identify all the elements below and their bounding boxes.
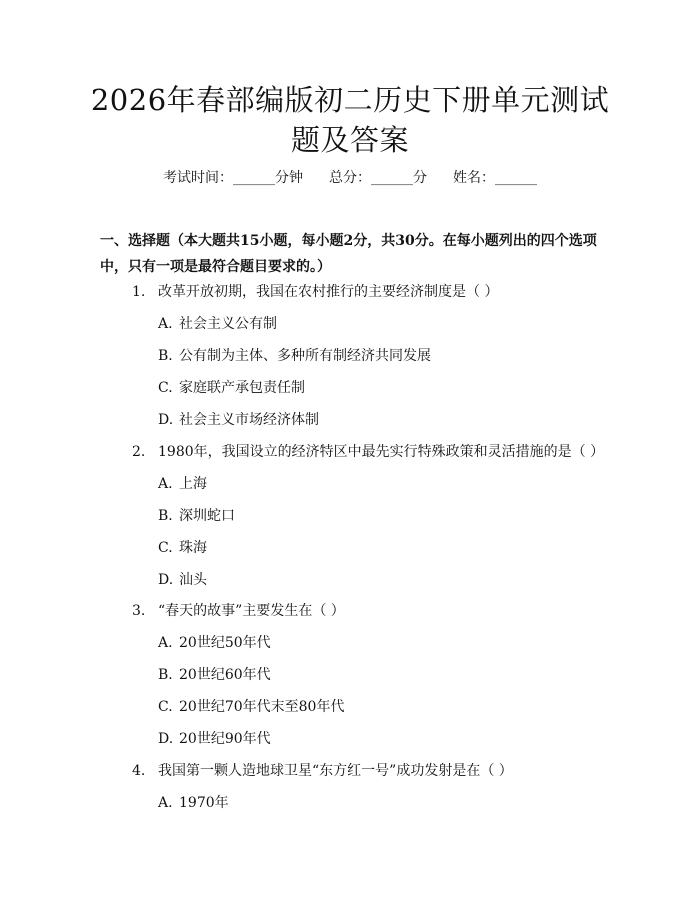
question-text: “春天的故事”主要发生在（ ） [158,603,345,619]
option-letter: B. [158,348,173,364]
question-3 [132,601,612,621]
student-name: 姓名：______ [453,170,537,186]
option-text: 20世纪60年代 [179,667,271,683]
document-title: 2026年春部编版初二历史下册单元测试题及答案 [90,83,610,157]
option-letter: B. [158,508,173,524]
option-text: 20世纪50年代 [179,635,271,651]
option-text: 家庭联产承包责任制 [179,380,305,396]
question-4-option-a [158,793,229,813]
section-heading: 一、选择题（本大题共15小题，每小题2分，共30分。在每小题列出的四个选项中，只有一项是最符合题目要求的。） [100,233,597,275]
question-2-option-a [158,474,207,494]
question-2-option-c [158,538,207,558]
question-2-option-d [158,570,207,590]
option-letter: A. [158,316,173,332]
question-4 [132,761,612,781]
question-number: 4. [132,763,146,779]
option-letter: A. [158,635,173,651]
question-text: 改革开放初期，我国在农村推行的主要经济制度是（ ） [158,284,499,300]
question-3-option-a [158,633,271,653]
question-1 [132,282,612,302]
exam-score: 总分：______分 [329,170,427,186]
option-letter: B. [158,667,173,683]
option-letter: C. [158,380,173,396]
option-text: 深圳蛇口 [179,508,235,524]
question-3-option-d [158,729,271,749]
exam-time: 考试时间：______分钟 [163,170,303,186]
option-text: 社会主义市场经济体制 [179,412,319,428]
option-text: 珠海 [179,540,207,556]
question-number: 3. [132,603,146,619]
option-text: 1970年 [179,795,229,811]
question-3-option-c [158,697,344,717]
question-number: 1. [132,284,146,300]
question-1-option-c [158,378,305,398]
option-text: 公有制为主体、多种所有制经济共同发展 [179,348,431,364]
question-text: 1980年，我国设立的经济特区中最先实行特殊政策和灵活措施的是（ ） [158,444,605,460]
option-letter: D. [158,572,174,588]
option-letter: C. [158,699,173,715]
exam-meta [0,168,700,188]
option-letter: C. [158,540,173,556]
question-1-option-b [158,346,431,366]
question-text: 我国第一颗人造地球卫星“东方红一号”成功发射是在（ ） [158,763,513,779]
question-2 [132,442,612,462]
question-number: 2. [132,444,146,460]
option-letter: A. [158,795,173,811]
option-letter: A. [158,476,173,492]
option-letter: D. [158,412,174,428]
question-3-option-b [158,665,271,685]
option-text: 社会主义公有制 [179,316,277,332]
question-1-option-a [158,314,277,334]
option-text: 20世纪90年代 [179,731,271,747]
option-text: 汕头 [179,572,207,588]
option-text: 20世纪70年代末至80年代 [179,699,345,715]
question-2-option-b [158,506,235,526]
option-letter: D. [158,731,174,747]
option-text: 上海 [179,476,207,492]
question-1-option-d [158,410,319,430]
